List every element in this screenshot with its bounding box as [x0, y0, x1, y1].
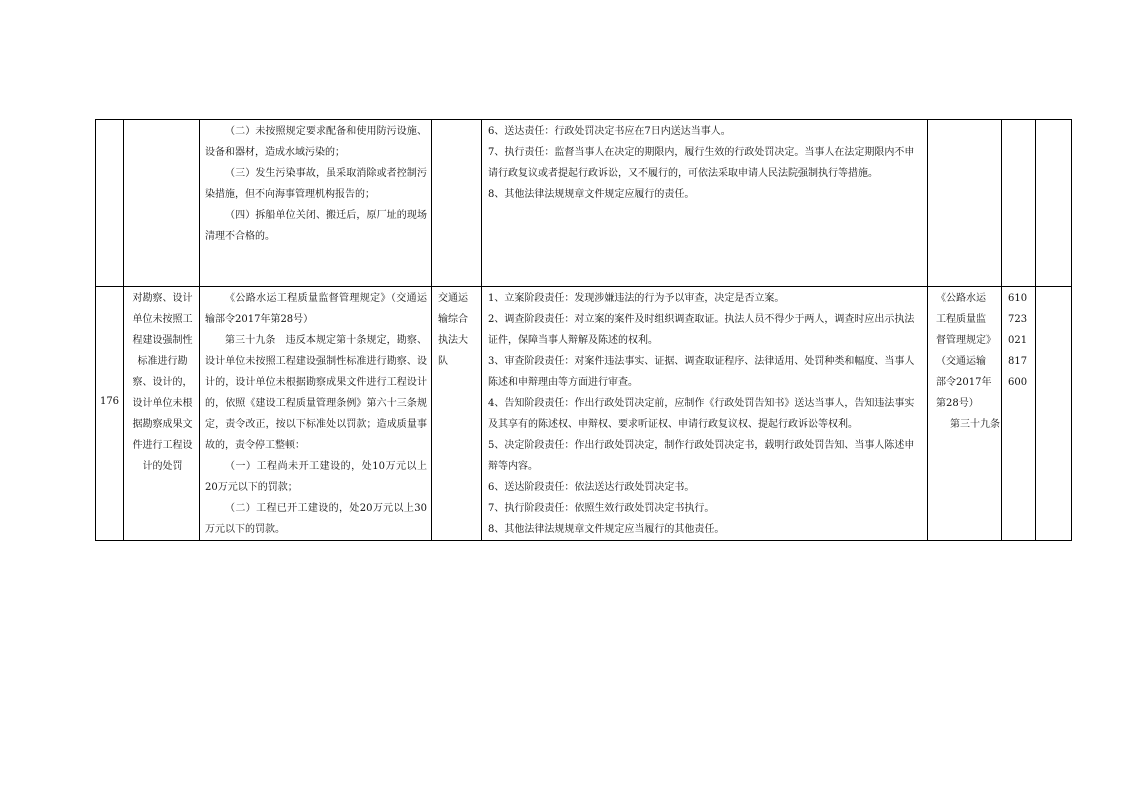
code-cell	[1002, 287, 1036, 541]
enforcement-subject: 交通运输综合执法大队	[438, 293, 468, 367]
basis-paragraph: 第三十九条 违反本规定第十条规定，勘察、设计单位未按照工程建设强制性标准进行勘察、设计的，设计单位未根据勘察成果文件进行工程设计的，依照《建设工程质量管理条例》第六十三条规定，责令改正，按以下标准处以罚款；造成质量事故的，责令停工整顿：	[205, 335, 427, 451]
table-row	[96, 120, 1072, 287]
item-name-cell	[124, 120, 200, 287]
item-name-cell	[124, 287, 200, 541]
table-row	[96, 287, 1072, 541]
basis-paragraph: （二）未按照规定要求配备和使用防污设施、设备和器材，造成水域污染的；	[205, 126, 427, 158]
duty-item: 7、执行阶段责任：依照生效行政处罚决定书执行。	[488, 503, 715, 514]
remarks-cell	[1036, 120, 1072, 287]
power-list-table	[95, 119, 1072, 541]
item-name: 对勘察、设计单位未按照工程建设强制性标准进行勘察、设计的，设计单位未根据勘察成果文件进行工程设计的处罚	[132, 293, 193, 472]
duty-item: 8、其他法律法规规章文件规定应当履行的其他责任。	[488, 524, 725, 535]
duties-cell	[482, 287, 928, 541]
duty-item: 6、送达责任：行政处罚决定书应在7日内送达当事人。	[488, 126, 731, 137]
remarks-cell	[1036, 287, 1072, 541]
duties-cell	[482, 120, 928, 287]
basis-paragraph: （三）发生污染事故，虽采取消除或者控制污染措施，但不向海事管理机构报告的；	[205, 168, 427, 200]
duty-item: 2、调查阶段责任：对立案的案件及时组织调查取证。执法人员不得少于两人，调查时应出示执法证件，保障当事人辩解及陈述的权利。	[488, 314, 915, 346]
duty-item: 5、决定阶段责任：作出行政处罚决定，制作行政处罚决定书，载明行政处罚告知、当事人陈述申辩等内容。	[488, 440, 915, 472]
enforcement-subject-cell	[432, 287, 482, 541]
reference-regulation: 《公路水运工程质量监督管理规定》（交通运输部令2017年第28号）	[936, 293, 992, 409]
item-code: 610723021817600	[1008, 293, 1028, 388]
duty-item: 4、告知阶段责任：作出行政处罚决定前，应制作《行政处罚告知书》送达当事人，告知违法事实及其享有的陈述权、申辩权、要求听证权、申请行政复议权、提起行政诉讼等权利。	[488, 398, 915, 430]
reference-cell	[928, 287, 1002, 541]
reference-cell	[928, 120, 1002, 287]
basis-paragraph: （四）拆船单位关闭、搬迁后，原厂址的现场清理不合格的。	[205, 210, 427, 242]
duty-item: 6、送达阶段责任：依法送达行政处罚决定书。	[488, 482, 695, 493]
code-cell	[1002, 120, 1036, 287]
legal-basis-cell	[200, 120, 432, 287]
duty-item: 1、立案阶段责任：发现涉嫌违法的行为予以审查，决定是否立案。	[488, 293, 785, 304]
duty-item: 7、执行责任：监督当事人在决定的期限内，履行生效的行政处罚决定。当事人在法定期限内不申请行政复议或者提起行政诉讼，又不履行的，可依法采取申请人民法院强制执行等措施。	[488, 147, 915, 179]
reference-article: 第三十九条	[950, 419, 1000, 430]
basis-paragraph: 《公路水运工程质量监督管理规定》（交通运输部令2017年第28号）	[205, 293, 427, 325]
enforcement-subject-cell	[432, 120, 482, 287]
basis-paragraph: （一）工程尚未开工建设的，处10万元以上20万元以下的罚款；	[205, 461, 427, 493]
duty-item: 3、审查阶段责任：对案件违法事实、证据、调查取证程序、法律适用、处罚种类和幅度、当事人陈述和申辩理由等方面进行审查。	[488, 356, 915, 388]
row-number-cell	[96, 287, 124, 541]
legal-basis-cell	[200, 287, 432, 541]
duty-item: 8、其他法律法规规章文件规定应履行的责任。	[488, 189, 695, 200]
basis-paragraph: （二）工程已开工建设的，处20万元以上30万元以下的罚款。	[205, 503, 427, 535]
row-number-cell	[96, 120, 124, 287]
row-number: 176	[99, 396, 120, 407]
